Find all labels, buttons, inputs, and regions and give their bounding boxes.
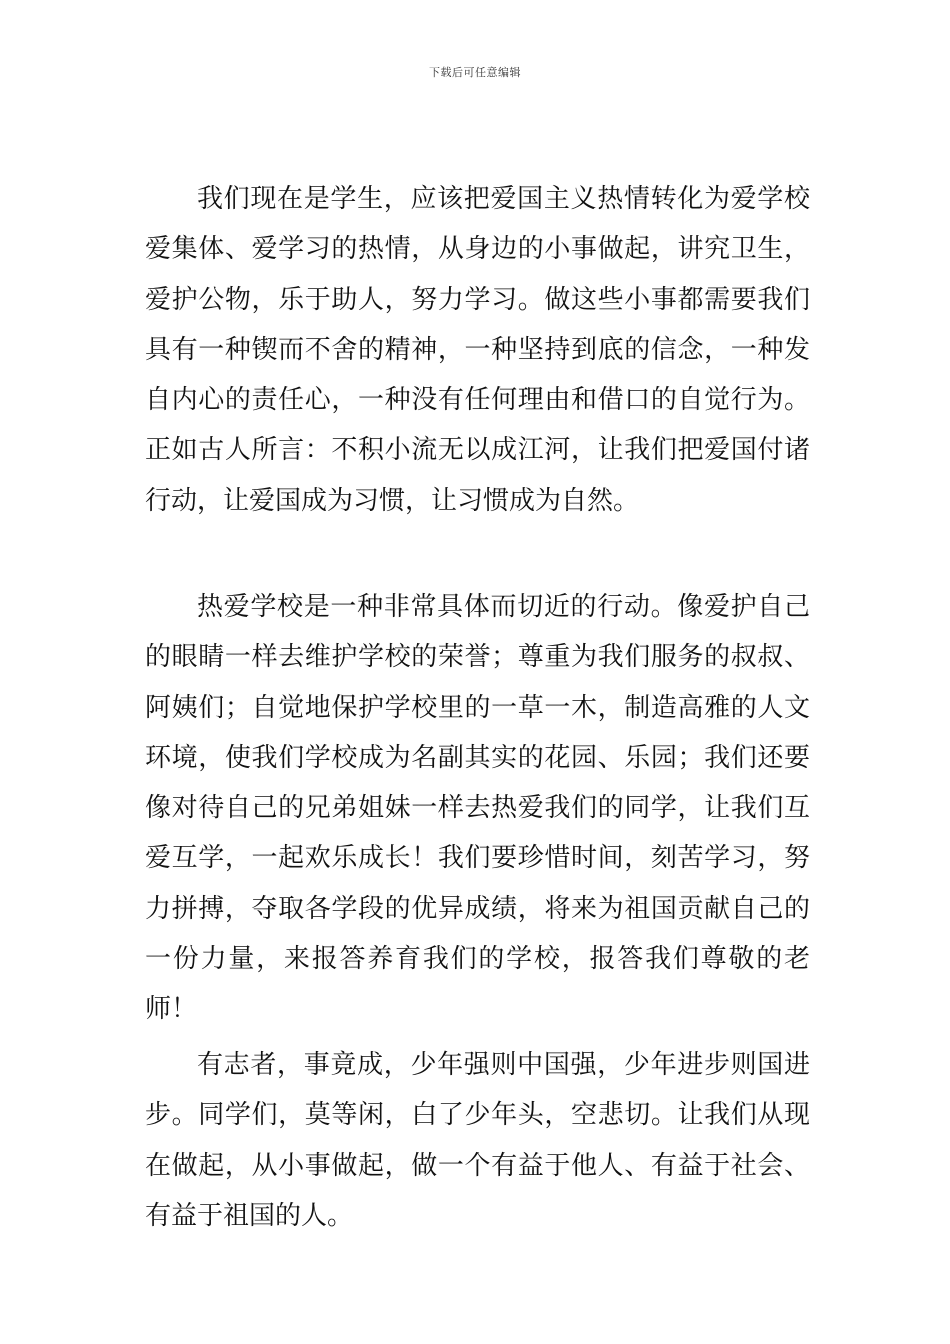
paragraph-3: 有志者，事竟成，少年强则中国强，少年进步则国进步。同学们，莫等闲，白了少年头，空悲切。让我们从现在做起，从小事做起，做一个有益于他人、有益于社会、有益于祖国的人。	[145, 1050, 810, 1231]
paragraph-1: 我们现在是学生，应该把爱国主义热情转化为爱学校爱集体、爱学习的热情，从身边的小事做起，讲究卫生，爱护公物，乐于助人，努力学习。做这些小事都需要我们具有一种锲而不舍的精神，一种坚持到底的信念，一种发自内心的责任心，一种没有任何理由和借口的自觉行为。正如古人所言：不积小流无以成江河，让我们把爱国付诸行动，让爱国成为习惯，让习惯成为自然。	[145, 184, 810, 516]
paragraph-2: 热爱学校是一种非常具体而切近的行动。像爱护自己的眼睛一样去维护学校的荣誉；尊重为我们服务的叔叔、阿姨们；自觉地保护学校里的一草一木，制造高雅的人文环境，使我们学校成为名副其实的花园、乐园；我们还要像对待自己的兄弟姐妹一样去热爱我们的同学，让我们互爱互学，一起欢乐成长！我们要珍惜时间，刻苦学习，努力拼搏，夺取各学段的优异成绩，将来为祖国贡献自己的一份力量，来报答养育我们的学校，报答我们尊敬的老师！	[145, 592, 810, 1025]
header-note: 下载后可任意编辑	[429, 66, 521, 79]
document-body	[145, 174, 810, 1242]
